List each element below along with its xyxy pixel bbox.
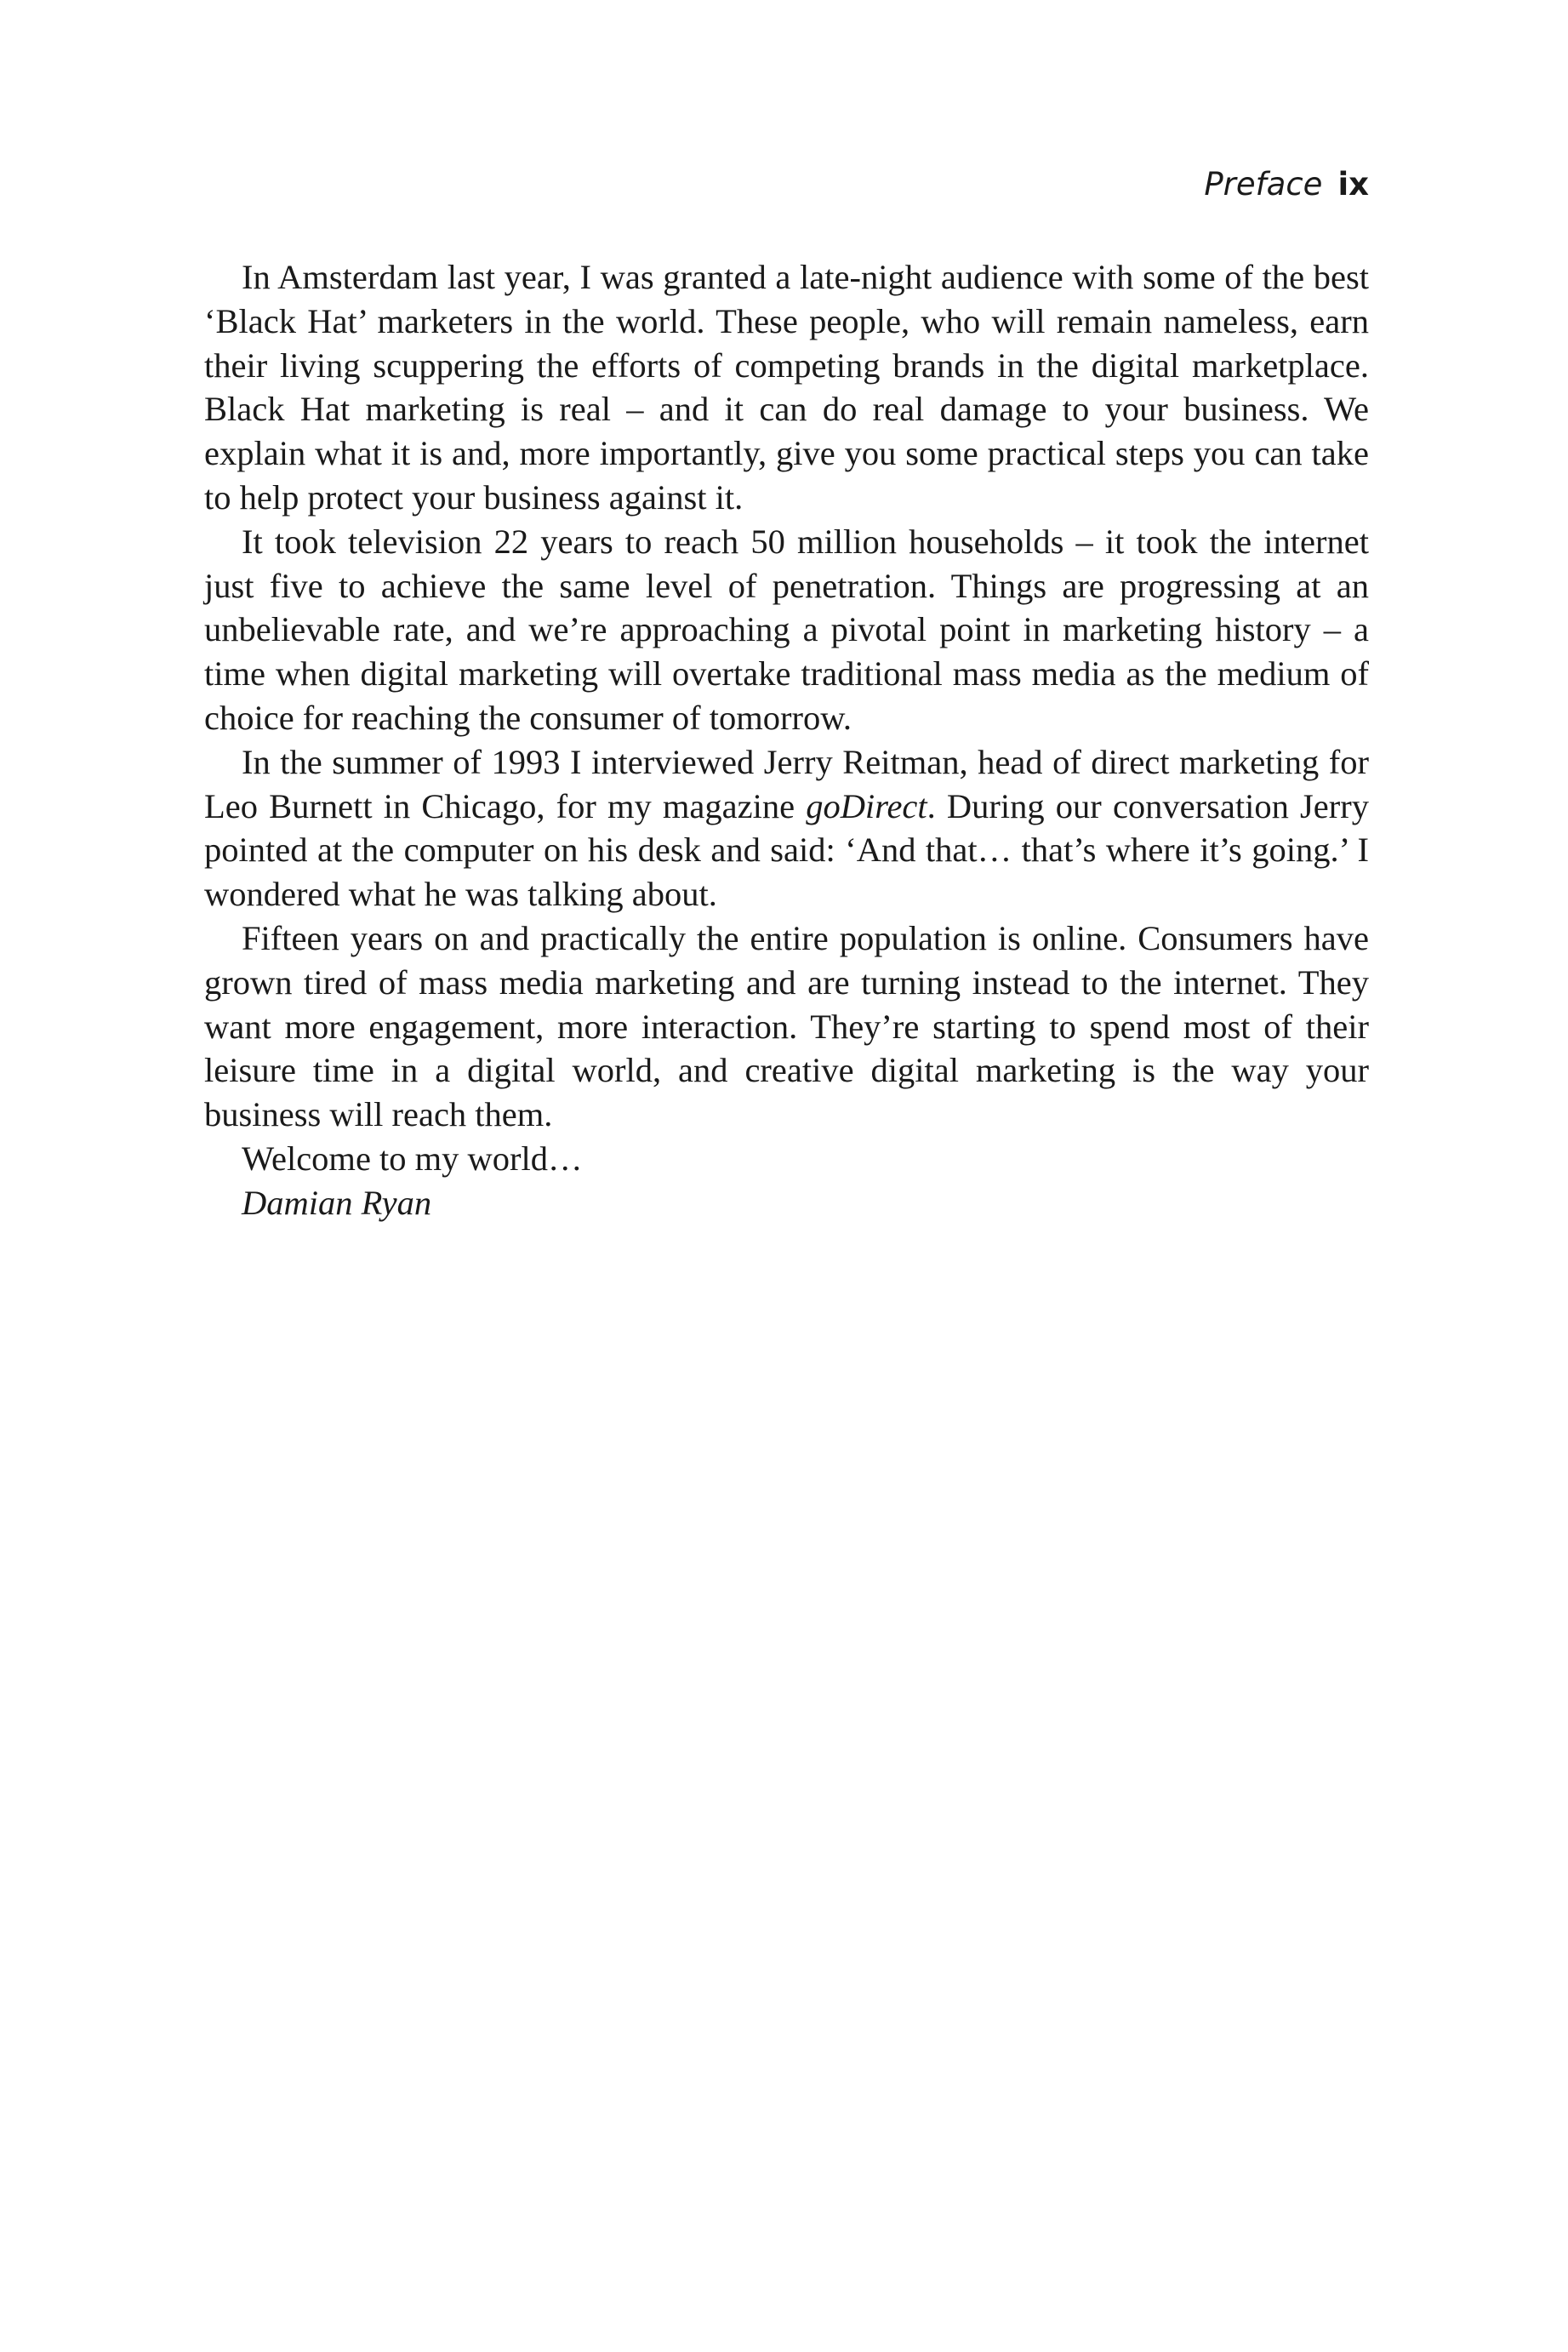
section-title: Preface — [1204, 166, 1323, 203]
paragraph-black-hat: In Amsterdam last year, I was granted a late-night audience with some of the best ‘Black Hat’ marketers in the world. These people, who will remain nameless, earn their living scuppering the efforts of competing brands in the digital marketplace. Black Hat marketing is real – and it can do real damage to your business. We explain what it is and, more importantly, give you some practical steps you can take to help protect your business against it. — [204, 258, 1369, 517]
author-signature: Damian Ryan — [242, 1183, 432, 1222]
paragraph-television: It took television 22 years to reach 50 million households – it took the internet just five to achieve the same level of penetration. Things are progressing at an unbelievable rate, and we’re approaching a pivotal point in marketing history – a time when digital marketing will overtake traditional mass media as the medium of choice for reaching the consumer of tomorrow. — [204, 522, 1369, 737]
magazine-title: goDirect — [806, 786, 927, 825]
preface-body — [204, 255, 1369, 1225]
paragraph-jerry-reitman — [204, 740, 1369, 916]
paragraph-jerry-reitman-start: In the summer of 1993 I interviewed Jerry Reitman, head of direct marketing for Leo Burnett in Chicago, for my magazine — [204, 742, 1369, 825]
paragraph-jerry-reitman-end: . During our conversation Jerry pointed at the computer on his desk and said: ‘And that… that’s where it’s going.’ I wondered what he was talking about. — [204, 786, 1369, 914]
paragraph-fifteen-years: Fifteen years on and practically the entire population is online. Consumers have grown tired of mass media marketing and are turning instead to the internet. They want more engagement, more interaction. They’re starting to spend most of their leisure time in a digital world, and creative digital marketing is the way your business will reach them. — [204, 918, 1369, 1134]
page-number: ix — [1337, 166, 1369, 203]
running-head — [1204, 166, 1369, 203]
paragraph-welcome: Welcome to my world… — [242, 1139, 583, 1178]
